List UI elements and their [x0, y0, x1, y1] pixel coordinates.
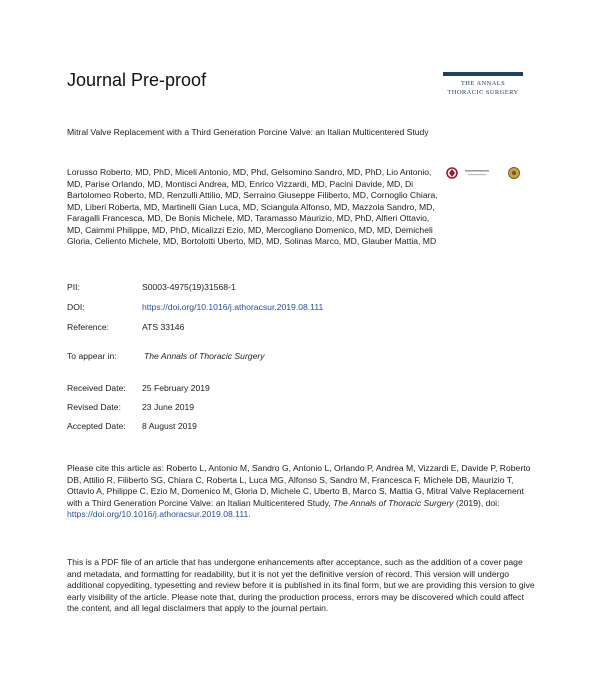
- logo-line-1: THE ANNALS: [460, 80, 506, 87]
- society-name-icon: [465, 170, 489, 175]
- received-label: Received Date:: [67, 383, 126, 393]
- article-title: Mitral Valve Replacement with a Third Generation Porcine Valve: an Italian Multicentered Study: [67, 127, 429, 137]
- appear-journal: The Annals of Thoracic Surgery: [144, 351, 265, 361]
- revised-label: Revised Date:: [67, 402, 121, 412]
- sts-icon: [447, 168, 457, 178]
- citation-paragraph: [67, 463, 537, 521]
- appear-label: To appear in:: [67, 351, 117, 361]
- society-logos: [446, 165, 522, 181]
- author-list: Lorusso Roberto, MD, PhD, Miceli Antonio, MD, Phd, Gelsomino Sandro, MD, PhD, Lio Antonio, MD, Parise Orlando, MD, Montisci Andrea, MD, Enrico Vizzardi, MD, Pacini Davide, MD, Di Bartolomeo Roberto, MD, Renzulli Attilio, MD, Serraino Giuseppe Filiberto, MD, Cornoglio Chiara, MD, Liberi Roberta, MD, Martinelli Gian Luca, MD, Sciangula Alfonso, MD, Mazzola Sandro, MD, Faragalli Francesca, MD, De Bonis Michele, MD, Taramasso Maurizio, MD, PhD, Alfieri Ottavio, MD, Caimmi Philippe, MD, PhD, Micalizzi Ezio, MD, Mercogliano Domenico, MD, MD, Demicheli Gloria, Celiento Michele, MD, Bortolotti Uberto, MD, MD, Solinas Marco, MD, Glauber Mattia, MD: [67, 167, 438, 246]
- citation-doi-link[interactable]: https://doi.org/10.1016/j.athoracsur.2019.08.111: [67, 509, 249, 519]
- accepted-value: 8 August 2019: [142, 421, 197, 431]
- citation-journal: The Annals of Thoracic Surgery: [333, 497, 454, 508]
- reference-label: Reference:: [67, 322, 110, 332]
- logo-bar: [443, 72, 523, 76]
- pii-value: S0003-4975(19)31568-1: [142, 282, 236, 292]
- logo-line-2: THORACIC SURGERY: [447, 89, 519, 96]
- disclaimer-paragraph: This is a PDF file of an article that has undergone enhancements after acceptance, such as the addition of a cover page and metadata, and formatting for readability, but it is not yet the definitive version of record. This version will undergo additional copyediting, typesetting and review before it is published in its final form, but we are providing this version to give early visibility of the article. Please note that, during the production process, errors may be discovered which could affect the content, and all legal disclaimers that apply to the journal pertain.: [67, 557, 535, 613]
- citation-middle: (2019), doi:: [453, 497, 500, 508]
- citation-prefix: Please cite this article as: Roberto L, Antonio M, Sandro G, Antonio L, Orlando P, Andrea M, Vizzardi E, Davide P, Roberto DB, Attilio R, Filiberto SG, Chiara C, Roberta L, Luca MG, Alfonso S, Sandro M, Francesca F, Michele DB, Maurizio T, Ottavio A, Philippe C, Ezio M, Domenico M, Gloria D, Michele C, Uberto B, Marco S, Mattia G, Mitral Valve Replacement with a Third Generation Porcine Valve: an Italian Multicentered Study,: [67, 463, 531, 508]
- journal-logo: [443, 72, 523, 106]
- journal-preproof-label: Journal Pre-proof: [67, 70, 207, 90]
- revised-value: 23 June 2019: [142, 402, 195, 412]
- accepted-label: Accepted Date:: [67, 421, 126, 431]
- citation-end: .: [248, 509, 251, 519]
- received-value: 25 February 2019: [142, 383, 210, 393]
- pii-label: PII:: [67, 282, 80, 292]
- southern-society-icon: [509, 168, 520, 179]
- doi-label: DOI:: [67, 302, 85, 312]
- reference-value: ATS 33146: [142, 322, 185, 332]
- doi-link[interactable]: https://doi.org/10.1016/j.athoracsur.2019.08.111: [142, 302, 324, 312]
